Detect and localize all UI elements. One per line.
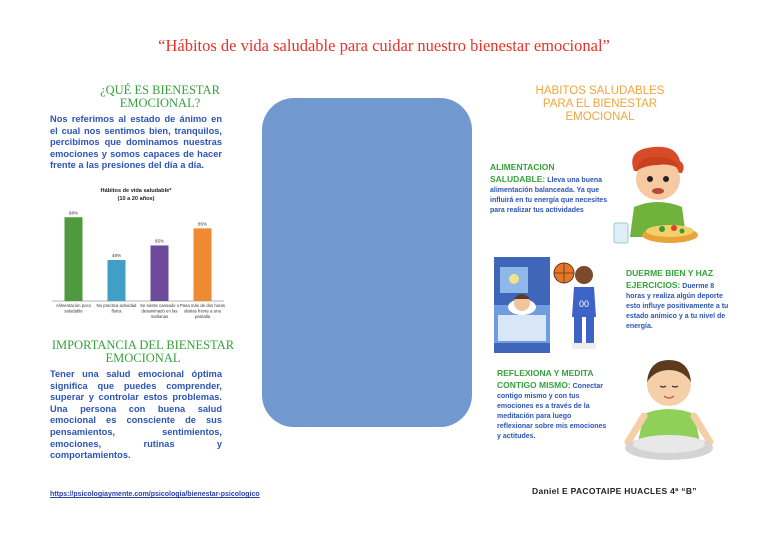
meditating-boy-illustration [620,356,718,468]
habits-bar-chart [44,183,228,333]
chart-subtitle: (10 a 20 años) [117,196,155,202]
question-body: Nos referimos al estado de ánimo en el cual nos sentimos bien, tranquilos, percibimos que dominamos nuestras emociones y somos capaces de hacer frente a las presiones del día a día. [50,114,222,171]
chart-bar [194,228,212,301]
basketball-illustration [550,257,606,353]
reflect-section [497,368,609,442]
chart-category-label: Se siente cansado o desanimado en las mañanas [140,303,179,319]
author-label: Daniel E PACOTAIPE HUACLES 4ª “B” [532,486,697,496]
sleep-body: Duerme 8 horas y realiza algún deporte esto influye positivamente a tu estado anímico y a tu nivel de energía. [626,283,729,330]
chart-title: Hábitos de vida saludable* [100,188,172,194]
source-link[interactable]: https://psicologiaymente.com/psicologia/bienestar-psicologico [50,491,260,498]
chart-data-label: 98% [68,210,79,216]
chart-data-label: 65% [154,238,165,244]
sleep-heading: DUERME BIEN Y HAZ EJERCICIOS: [626,268,714,290]
sleeping-illustration [494,257,550,353]
chart-data-label: 85% [197,221,208,227]
chart-bar [151,245,169,301]
chart-category-label: Alimentación poco saludable [55,303,92,314]
chart-bar [108,260,126,301]
chart-data-label: 48% [111,252,122,258]
importance-body: Tener una salud emocional óptima significa que puedes comprender, superar y controlar estos problemas. Una persona con buena salud emocional es consciente de sus pensamientos, sentimientos, emociones, rutinas y comportamientos. [50,369,222,461]
food-heading: ALIMENTACION SALUDABLE: [490,162,555,184]
center-panel [262,98,472,427]
importance-heading: IMPORTANCIA DEL BIENESTAR EMOCIONAL [51,338,235,365]
page-title: “Hábitos de vida saludable para cuidar nuestro bienestar emocional” [158,36,610,55]
food-body: Lleva una buena alimentación balanceada. Ya que influirá en tu energía que necesites para realizar tus actividades [490,177,608,214]
eating-boy-illustration [612,141,702,249]
sleep-section [626,268,730,332]
svg-text:00: 00 [578,299,590,309]
right-heading: HABITOS SALUDABLES PARA EL BIENESTAR EMOCIONAL [535,85,665,124]
reflect-heading: REFLEXIONA Y MEDITA CONTIGO MISMO: [497,368,594,390]
question-heading: ¿QUÉ ES BIENESTAR EMOCIONAL? [100,83,220,110]
reflect-body: Conectar contigo mismo y con tus emociones es a través de la meditación para luego reflexionar sobre mis emociones y actitudes. [497,383,607,440]
chart-category-label: No practica actividad física [96,303,137,314]
chart-bar [65,217,83,301]
chart-category-label: Pasa más de dos horas diarias frente a una pantalla [179,303,226,319]
food-section [490,162,610,216]
